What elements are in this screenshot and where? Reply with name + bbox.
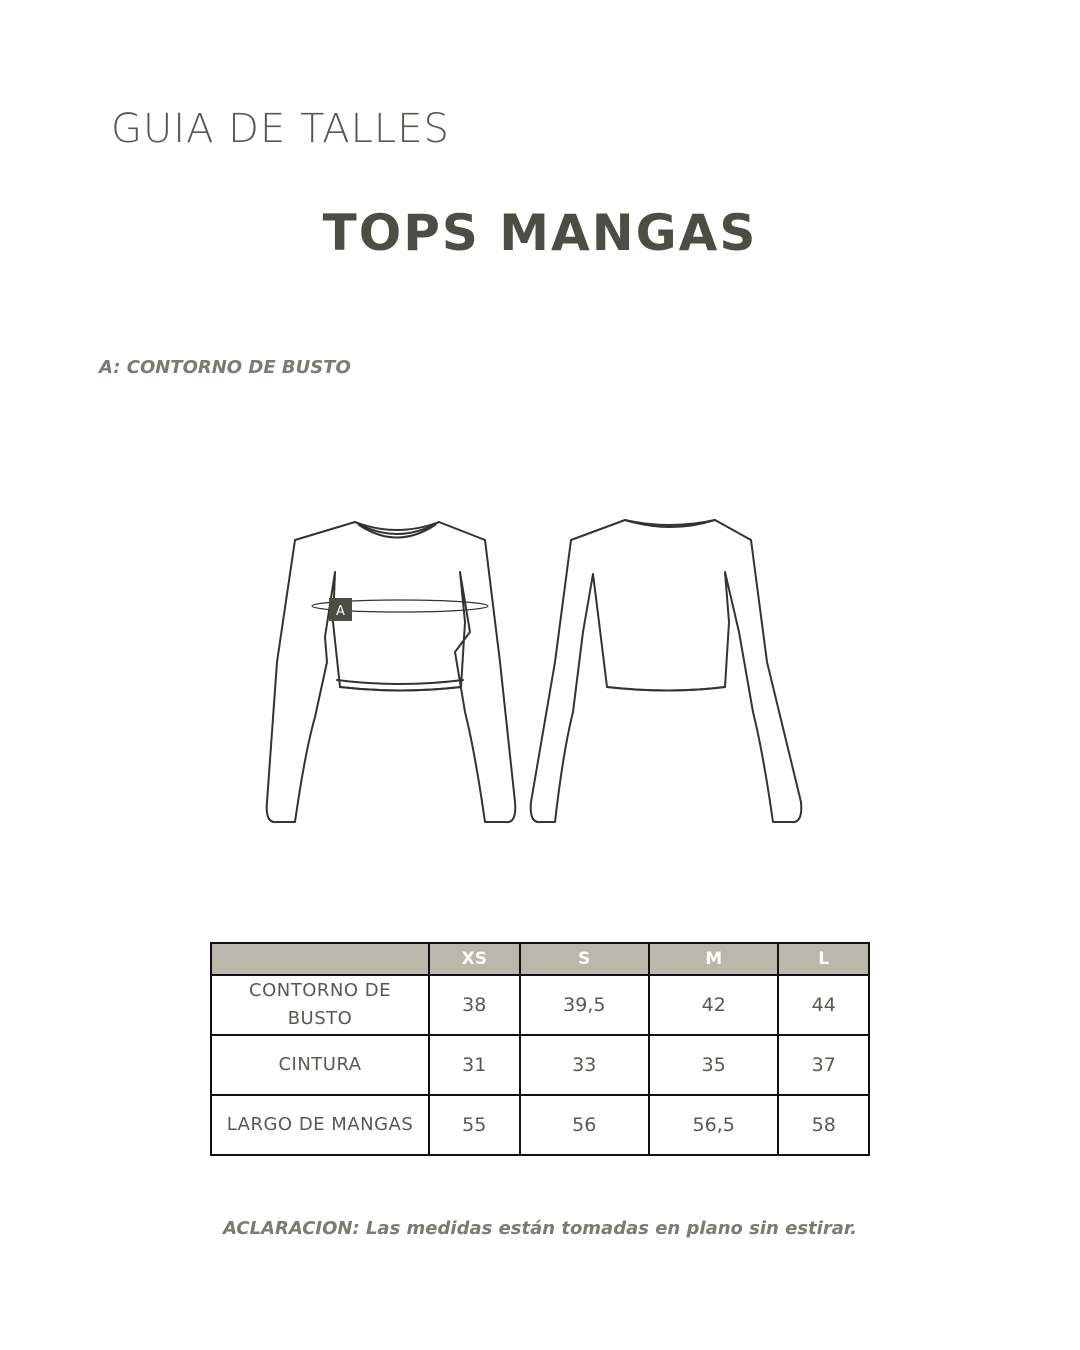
table-cell: 31 xyxy=(429,1035,520,1095)
table-cell: 58 xyxy=(778,1095,869,1155)
header-cell-xs: XS xyxy=(429,943,520,975)
table-header-row xyxy=(211,943,869,975)
table-cell: 55 xyxy=(429,1095,520,1155)
bust-marker-letter: A xyxy=(336,604,345,619)
table-cell: 38 xyxy=(429,975,520,1035)
table-cell: 35 xyxy=(649,1035,778,1095)
row-label-sleeve: LARGO DE MANGAS xyxy=(211,1095,429,1155)
page-title: TOPS MANGAS xyxy=(322,204,758,262)
back-view-garment xyxy=(531,520,802,822)
table-cell: 44 xyxy=(778,975,869,1035)
guide-label: GUIA DE TALLES xyxy=(111,106,450,152)
measurement-legend: A: CONTORNO DE BUSTO xyxy=(99,357,351,378)
disclaimer-text: Las medidas están tomadas en plano sin estirar. xyxy=(359,1218,857,1239)
disclaimer-note xyxy=(0,1218,1080,1239)
table-cell: 42 xyxy=(649,975,778,1035)
table-cell: 39,5 xyxy=(520,975,649,1035)
size-table xyxy=(210,942,870,1156)
disclaimer-lead: ACLARACION: xyxy=(222,1218,360,1239)
table-row xyxy=(211,1035,869,1095)
header-cell-s: S xyxy=(520,943,649,975)
table-cell: 37 xyxy=(778,1035,869,1095)
table-cell: 56,5 xyxy=(649,1095,778,1155)
table-row xyxy=(211,1095,869,1155)
row-label-waist: CINTURA xyxy=(211,1035,429,1095)
garment-illustration xyxy=(255,512,815,832)
table-cell: 56 xyxy=(520,1095,649,1155)
header-cell-m: M xyxy=(649,943,778,975)
table-row xyxy=(211,975,869,1035)
table-cell: 33 xyxy=(520,1035,649,1095)
header-cell-l: L xyxy=(778,943,869,975)
row-label-bust: CONTORNO DE BUSTO xyxy=(211,975,429,1035)
header-cell-empty xyxy=(211,943,429,975)
front-view-garment xyxy=(267,522,516,822)
